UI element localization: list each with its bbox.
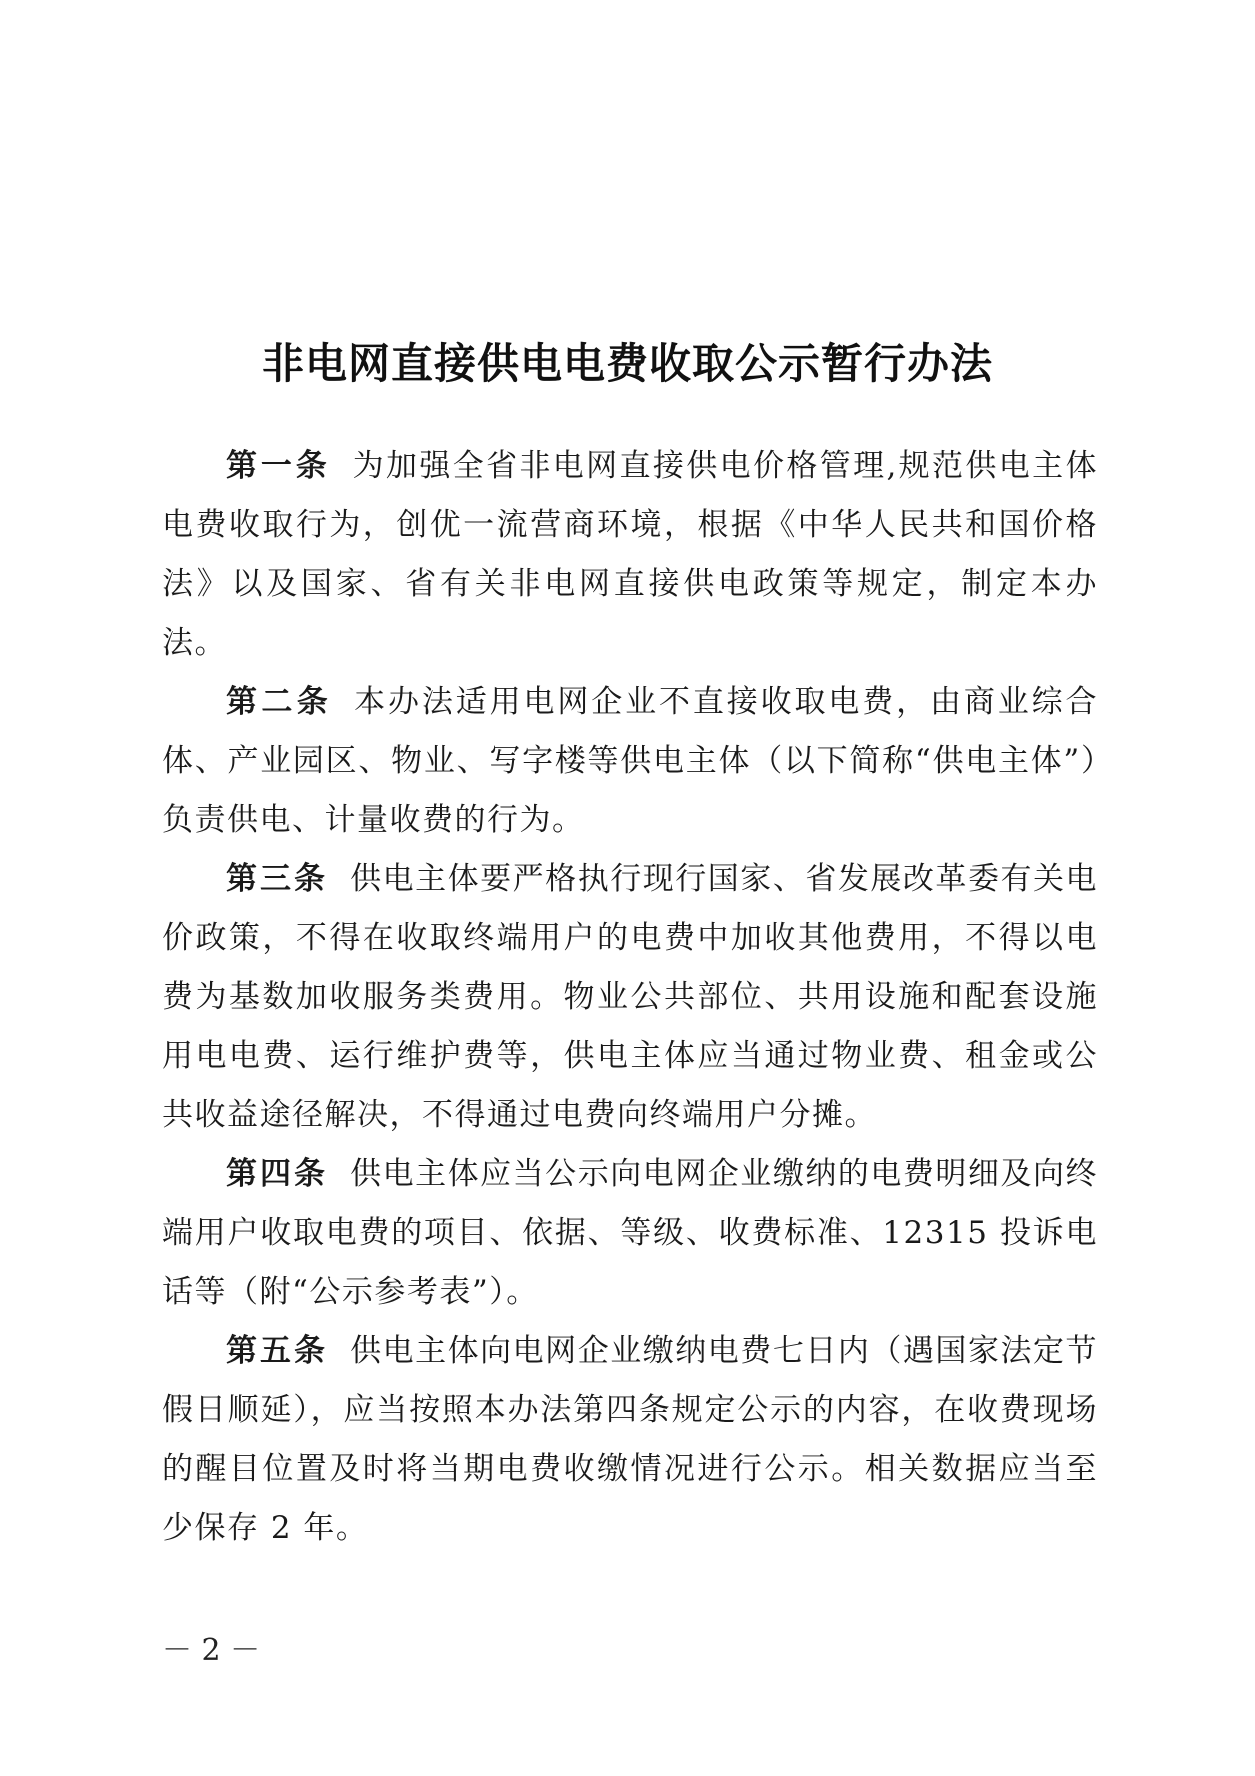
- page-number: － 2 －: [162, 1633, 261, 1668]
- article-3: [162, 850, 1098, 1145]
- article-1: [162, 437, 1098, 673]
- article-2: [162, 673, 1098, 850]
- article-label: 第二条: [226, 684, 333, 720]
- document-title: 非电网直接供电电费收取公示暂行办法: [261, 339, 993, 389]
- article-4: [162, 1145, 1098, 1322]
- article-text: 供电主体向电网企业缴纳电费七日内（遇国家法定节假日顺延），应当按照本办法第四条规定公示的内容，在收费现场的醒目位置及时将当期电费收缴情况进行公示。相关数据应当至少保存 2 年。: [162, 1333, 1099, 1546]
- article-text: 供电主体要严格执行现行国家、省发展改革委有关电价政策，不得在收取终端用户的电费中加收其他费用，不得以电费为基数加收服务类费用。物业公共部位、共用设施和配套设施用电电费、运行维护费等，供电主体应当通过物业费、租金或公共收益途径解决，不得通过电费向终端用户分摊。: [162, 861, 1099, 1133]
- article-label: 第四条: [226, 1156, 329, 1192]
- document-body: [162, 437, 1098, 1558]
- article-text: 本办法适用电网企业不直接收取电费，由商业综合体、产业园区、物业、写字楼等供电主体（以下简称“供电主体”）负责供电、计量收费的行为。: [162, 684, 1098, 838]
- article-text: 供电主体应当公示向电网企业缴纳的电费明细及向终端用户收取电费的项目、依据、等级、收费标准、12315 投诉电话等（附“公示参考表”）。: [162, 1156, 1099, 1310]
- article-label: 第一条: [226, 448, 331, 484]
- article-label: 第五条: [226, 1333, 329, 1369]
- article-label: 第三条: [226, 861, 329, 897]
- article-5: [162, 1322, 1098, 1558]
- article-text: 为加强全省非电网直接供电价格管理,规范供电主体电费收取行为，创优一流营商环境，根据《中华人民共和国价格法》以及国家、省有关非电网直接供电政策等规定，制定本办法。: [162, 448, 1099, 661]
